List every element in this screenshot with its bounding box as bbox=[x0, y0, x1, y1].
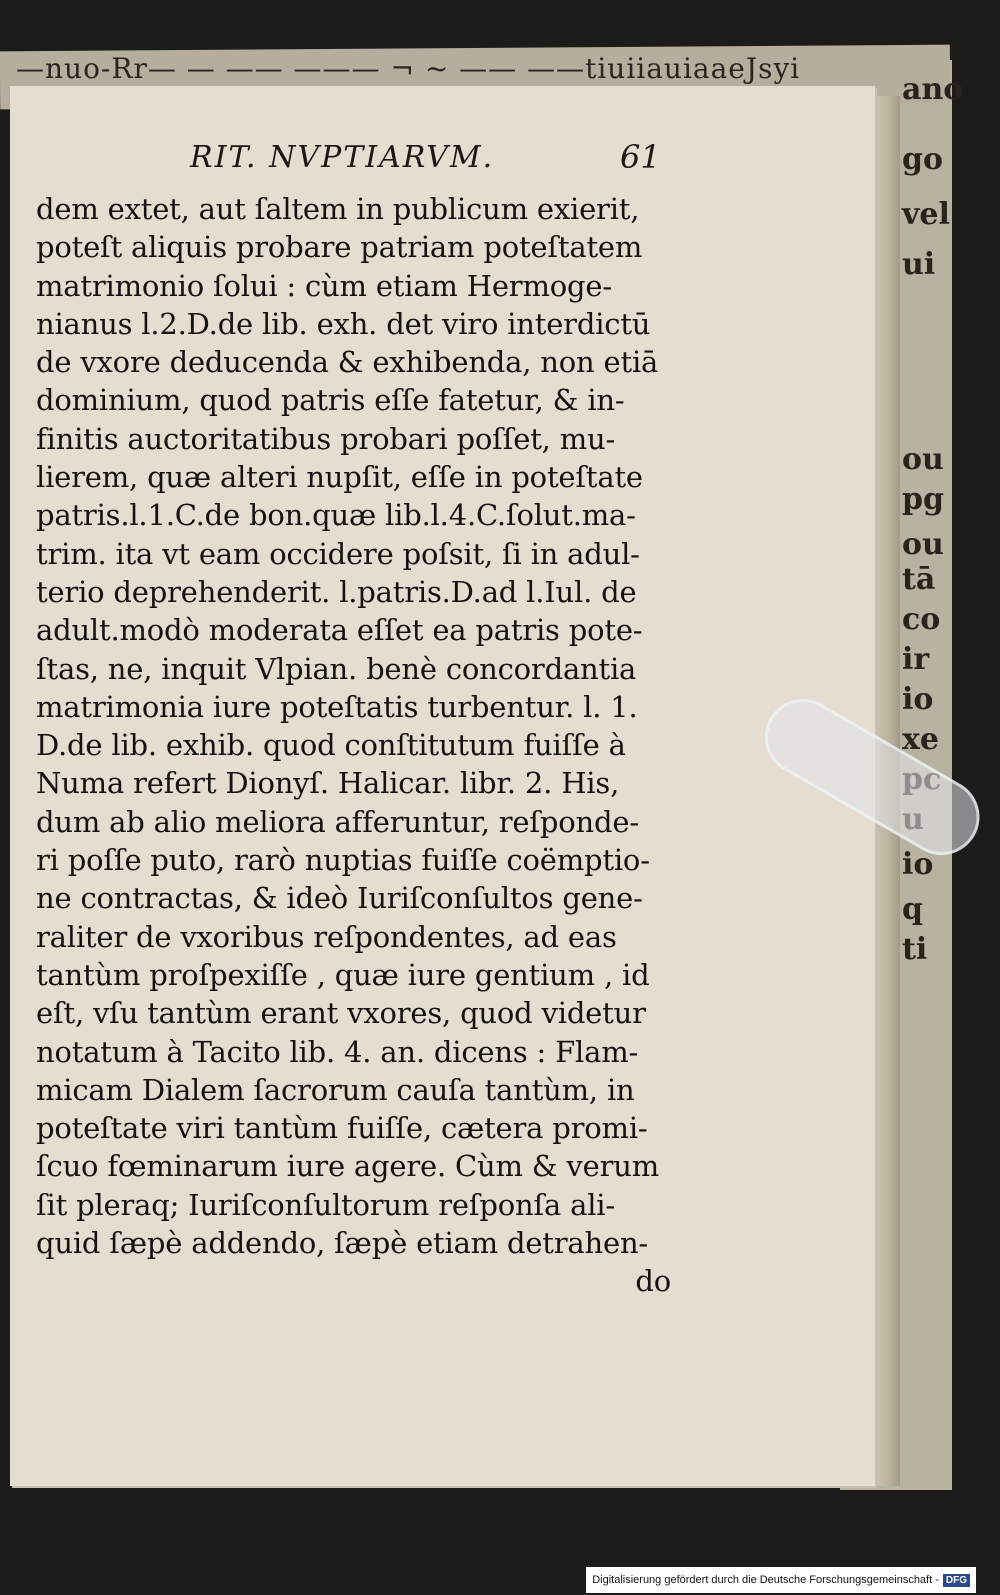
text-line: lierem, quæ alteri nupſit, eſſe in poteſtate bbox=[36, 460, 643, 495]
side-fragment: io bbox=[902, 682, 934, 717]
text-line: micam Dialem ſacrorum cauſa tantùm, in bbox=[36, 1072, 635, 1107]
digitization-footer bbox=[586, 1567, 976, 1593]
text-line: notatum à Tacito lib. 4. an. dicens : Flam- bbox=[36, 1034, 639, 1069]
text-line: finitis auctoritatibus probari poſſet, mu- bbox=[36, 421, 616, 456]
body-text bbox=[36, 190, 671, 1301]
side-fragment: ano bbox=[902, 72, 964, 107]
side-fragment: ou bbox=[902, 527, 944, 562]
text-line: quid ſæpè addendo, ſæpè etiam detrahen- bbox=[36, 1226, 649, 1261]
text-line: Numa refert Dionyſ. Halicar. libr. 2. His, bbox=[36, 766, 620, 801]
text-line: dem extet, aut ſaltem in publicum exierit, bbox=[36, 192, 640, 226]
page-header bbox=[30, 140, 670, 180]
text-line: ſit pleraq; Iuriſconſultorum reſponſa ali- bbox=[36, 1187, 615, 1222]
side-fragment: xe bbox=[902, 722, 939, 757]
text-line: matrimonio ſolui : cùm etiam Hermoge- bbox=[36, 268, 612, 303]
side-fragment: ti bbox=[902, 932, 928, 967]
side-fragment: io bbox=[902, 847, 934, 882]
text-line: eſt, vſu tantùm erant vxores, quod videtur bbox=[36, 996, 646, 1031]
side-fragment: tā bbox=[902, 562, 936, 597]
text-line: nianus l.2.D.de lib. exh. det viro interdictū bbox=[36, 306, 651, 341]
funding-credit: Digitalisierung gefördert durch die Deutsche Forschungsgemeinschaft - bbox=[592, 1574, 939, 1586]
text-line: poteſt aliquis probare patriam poteſtatem bbox=[36, 230, 643, 265]
text-line: dum ab alio meliora afferuntur, reſponde- bbox=[36, 804, 639, 839]
side-fragment: ou bbox=[902, 442, 944, 477]
page-number: 61 bbox=[620, 138, 661, 176]
text-line: adult.modò moderata eſſet ea patris pote- bbox=[36, 613, 643, 648]
running-title: RIT. NVPTIARVM. bbox=[190, 140, 495, 175]
text-line: tantùm proſpexiſſe , quæ iure gentium , id bbox=[36, 957, 650, 992]
side-fragment: pg bbox=[902, 482, 944, 517]
catchword: do bbox=[635, 1264, 671, 1299]
text-line: ſtas, ne, inquit Vlpian. benè concordantia bbox=[36, 651, 637, 686]
text-line: ri poſſe puto, rarò nuptias fuiſſe coëmptio- bbox=[36, 843, 650, 878]
side-fragment: co bbox=[902, 602, 941, 637]
text-line: terio deprehenderit. l.patris.D.ad l.Iul. de bbox=[36, 574, 637, 609]
text-line: patris.l.1.C.de bon.quæ lib.l.4.C.ſolut.ma- bbox=[36, 498, 636, 533]
side-fragment: vel bbox=[902, 197, 950, 232]
text-line: matrimonia iure poteſtatis turbentur. l. 1. bbox=[36, 689, 638, 724]
side-fragment: ir bbox=[902, 642, 930, 677]
text-line: D.de lib. exhib. quod conſtitutum fuiſſe à bbox=[36, 728, 626, 763]
text-line: de vxore deducenda & exhibenda, non etiā bbox=[36, 345, 659, 380]
dfg-logo: DFG bbox=[943, 1574, 970, 1587]
side-fragment: ui bbox=[902, 247, 936, 282]
side-fragment: go bbox=[902, 142, 943, 177]
text-line: ne contractas, & ideò Iuriſconſultos gene- bbox=[36, 881, 643, 916]
underlying-page-text: —nuo-Rr— — —— ——— ¬ ~ —— ——tiuiiauiaaeJsyi bbox=[16, 52, 801, 85]
text-line: ſcuo fœminarum iure agere. Cùm & verum bbox=[36, 1149, 660, 1184]
text-line: trim. ita vt eam occidere poſsit, ſi in adul- bbox=[36, 536, 640, 571]
text-line: dominium, quod patris eſſe fatetur, & in- bbox=[36, 383, 625, 418]
text-line: poteſtate viri tantùm fuiſſe, cætera promi- bbox=[36, 1111, 648, 1146]
text-line: raliter de vxoribus reſpondentes, ad eas bbox=[36, 919, 617, 954]
side-fragment: q bbox=[902, 892, 923, 927]
